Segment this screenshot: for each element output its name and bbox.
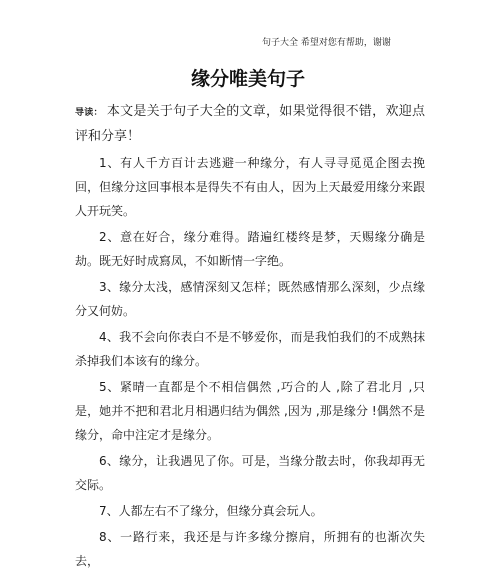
intro-text: 本文是关于句子大全的文章，如果觉得很不错，欢迎点评和分享！: [75, 104, 425, 144]
paragraph-3: 3、缘分太浅，感情深刻又怎样；既然感情那么深刻，少点缘分又何妨。: [75, 280, 425, 318]
paragraph-6: 6、缘分，让我遇见了你。可是，当缘分散去时，你我却再无交际。: [75, 454, 425, 492]
paragraph-2: 2、意在好合，缘分难得。踏遍红楼终是梦，天赐缘分确是劫。既无好时成寫凤，不如断情一字绝。: [75, 230, 425, 268]
intro-paragraph: [75, 100, 425, 149]
paragraph-1: 1、有人千方百计去逃避一种缘分，有人寻寻觅觅企图去挽回，但缘分这回事根本是得失不有由人，因为上天最爱用缘分来跟人开玩笑。: [75, 156, 425, 218]
paragraph-4: 4、我不会向你表白不是不够爱你，而是我怕我们的不成熟抹杀掉我们本该有的缘分。: [75, 330, 425, 368]
paragraph-5: 5、紧晴一直都是个不相信偶然 ,巧合的人 ,除了君北月 ,只是，她并不把和君北月相遇归结为偶然 ,因为 ,那是缘分 !偶然不是缘分，命中注定才是缘分。: [75, 380, 425, 442]
document-title: 缘分唯美句子: [190, 68, 305, 90]
intro-label: 导读：: [75, 108, 103, 118]
paragraph-7: 7、人都左右不了缘分，但缘分真会玩人。: [99, 504, 323, 518]
paragraph-8: 8、一路行来，我还是与许多缘分擦肩，所拥有的也渐次失去，: [75, 530, 425, 568]
document-body: [75, 100, 425, 573]
header-note: 句子大全 希望对您有帮助，谢谢: [262, 38, 391, 48]
